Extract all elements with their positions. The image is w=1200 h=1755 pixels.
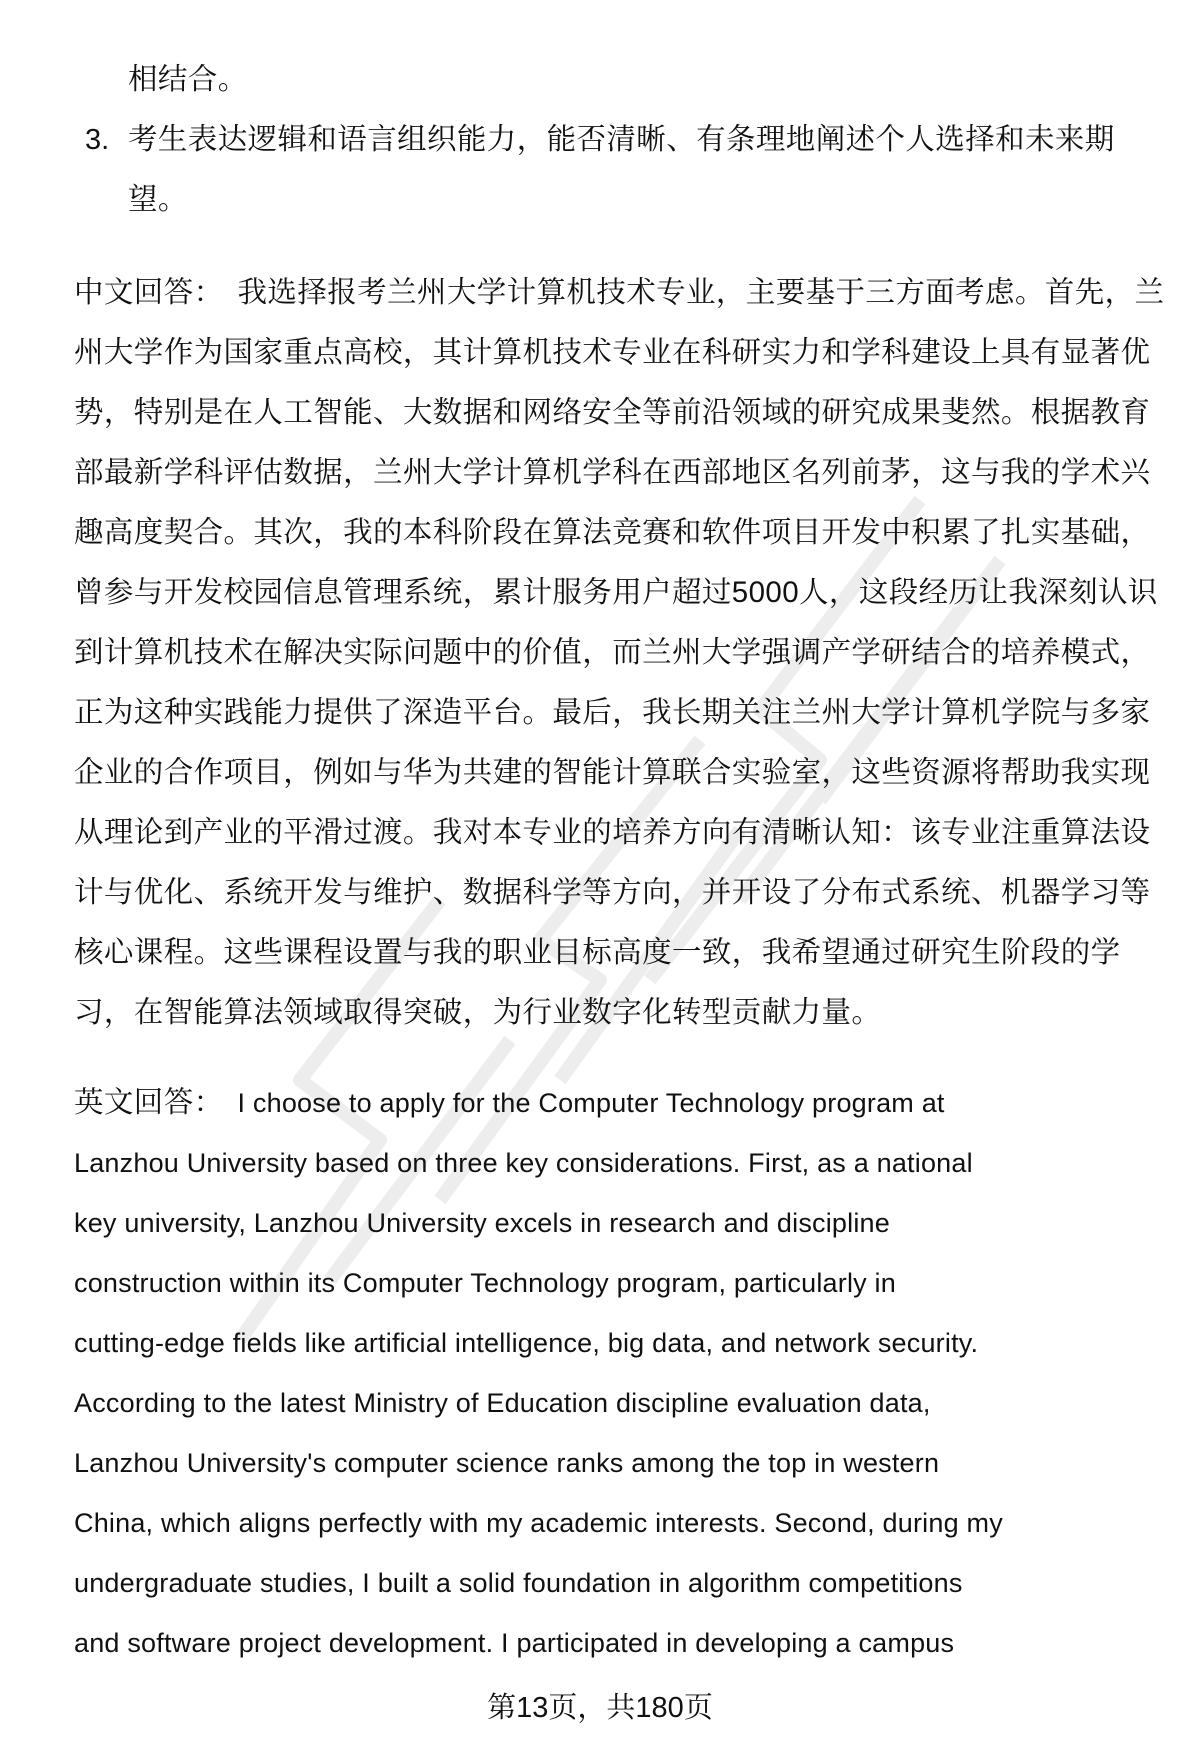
chinese-answer-line: 正为这种实践能力提供了深造平台。最后，我长期关注兰州大学计算机学院与多家 bbox=[74, 696, 1151, 729]
chinese-answer-label: 中文回答： bbox=[74, 276, 224, 309]
english-answer-line bbox=[74, 1086, 945, 1120]
english-answer-line: undergraduate studies, I built a solid foundation in algorithm competitions bbox=[74, 1568, 963, 1598]
english-answer-text: I choose to apply for the Computer Technology program at bbox=[237, 1088, 945, 1118]
chinese-answer-line: 核心课程。这些课程设置与我的职业目标高度一致，我希望通过研究生阶段的学 bbox=[74, 936, 1121, 969]
criteria-item-2-continuation: 相结合。 bbox=[128, 63, 248, 96]
chinese-answer-line: 计与优化、系统开发与维护、数据科学等方向，并开设了分布式系统、机器学习等 bbox=[74, 876, 1151, 909]
english-answer-line: and software project development. I participated in developing a campus bbox=[74, 1628, 955, 1658]
chinese-answer-line: 企业的合作项目，例如与华为共建的智能计算联合实验室，这些资源将帮助我实现 bbox=[74, 756, 1151, 789]
english-answer-line: China, which aligns perfectly with my academic interests. Second, during my bbox=[74, 1508, 1003, 1538]
english-answer-line: Lanzhou University based on three key considerations. First, as a national bbox=[74, 1148, 973, 1178]
chinese-answer-line: 州大学作为国家重点高校，其计算机技术专业在科研实力和学科建设上具有显著优 bbox=[74, 336, 1151, 369]
english-answer-line: key university, Lanzhou University excels in research and discipline bbox=[74, 1208, 890, 1238]
chinese-answer-line: 到计算机技术在解决实际问题中的价值，而兰州大学强调产学研结合的培养模式， bbox=[74, 636, 1151, 669]
criteria-item-3-line: 望。 bbox=[128, 183, 188, 216]
chinese-answer-line bbox=[74, 276, 1164, 310]
criteria-item-3-line: 考生表达逻辑和语言组织能力，能否清晰、有条理地阐述个人选择和未来期 bbox=[128, 123, 1115, 156]
chinese-answer-line: 势，特别是在人工智能、大数据和网络安全等前沿领域的研究成果斐然。根据教育 bbox=[74, 396, 1151, 429]
english-answer-label: 英文回答： bbox=[74, 1086, 224, 1119]
page-number: 第13页，共180页 bbox=[487, 1692, 713, 1724]
chinese-answer-line: 习，在智能算法领域取得突破，为行业数字化转型贡献力量。 bbox=[74, 996, 882, 1029]
english-answer-line: cutting-edge fields like artificial intelligence, big data, and network security. bbox=[74, 1328, 979, 1358]
watermark-stroke bbox=[440, 740, 700, 1200]
chinese-answer-line: 从理论到产业的平滑过渡。我对本专业的培养方向有清晰认知：该专业注重算法设 bbox=[74, 816, 1151, 849]
criteria-item-3-number: 3. bbox=[85, 124, 110, 156]
chinese-answer-line: 趣高度契合。其次，我的本科阶段在算法竞赛和软件项目开发中积累了扎实基础， bbox=[74, 516, 1151, 549]
chinese-answer-line: 曾参与开发校园信息管理系统，累计服务用户超过5000人，这段经历让我深刻认识 bbox=[74, 576, 1158, 609]
chinese-answer-text: 我选择报考兰州大学计算机技术专业，主要基于三方面考虑。首先，兰 bbox=[237, 276, 1165, 309]
chinese-answer-line: 部最新学科评估数据，兰州大学计算机学科在西部地区名列前茅，这与我的学术兴 bbox=[74, 456, 1151, 489]
english-answer-line: construction within its Computer Technology program, particularly in bbox=[74, 1268, 896, 1298]
english-answer-line: According to the latest Ministry of Education discipline evaluation data, bbox=[74, 1388, 931, 1418]
english-answer-line: Lanzhou University's computer science ranks among the top in western bbox=[74, 1448, 940, 1478]
